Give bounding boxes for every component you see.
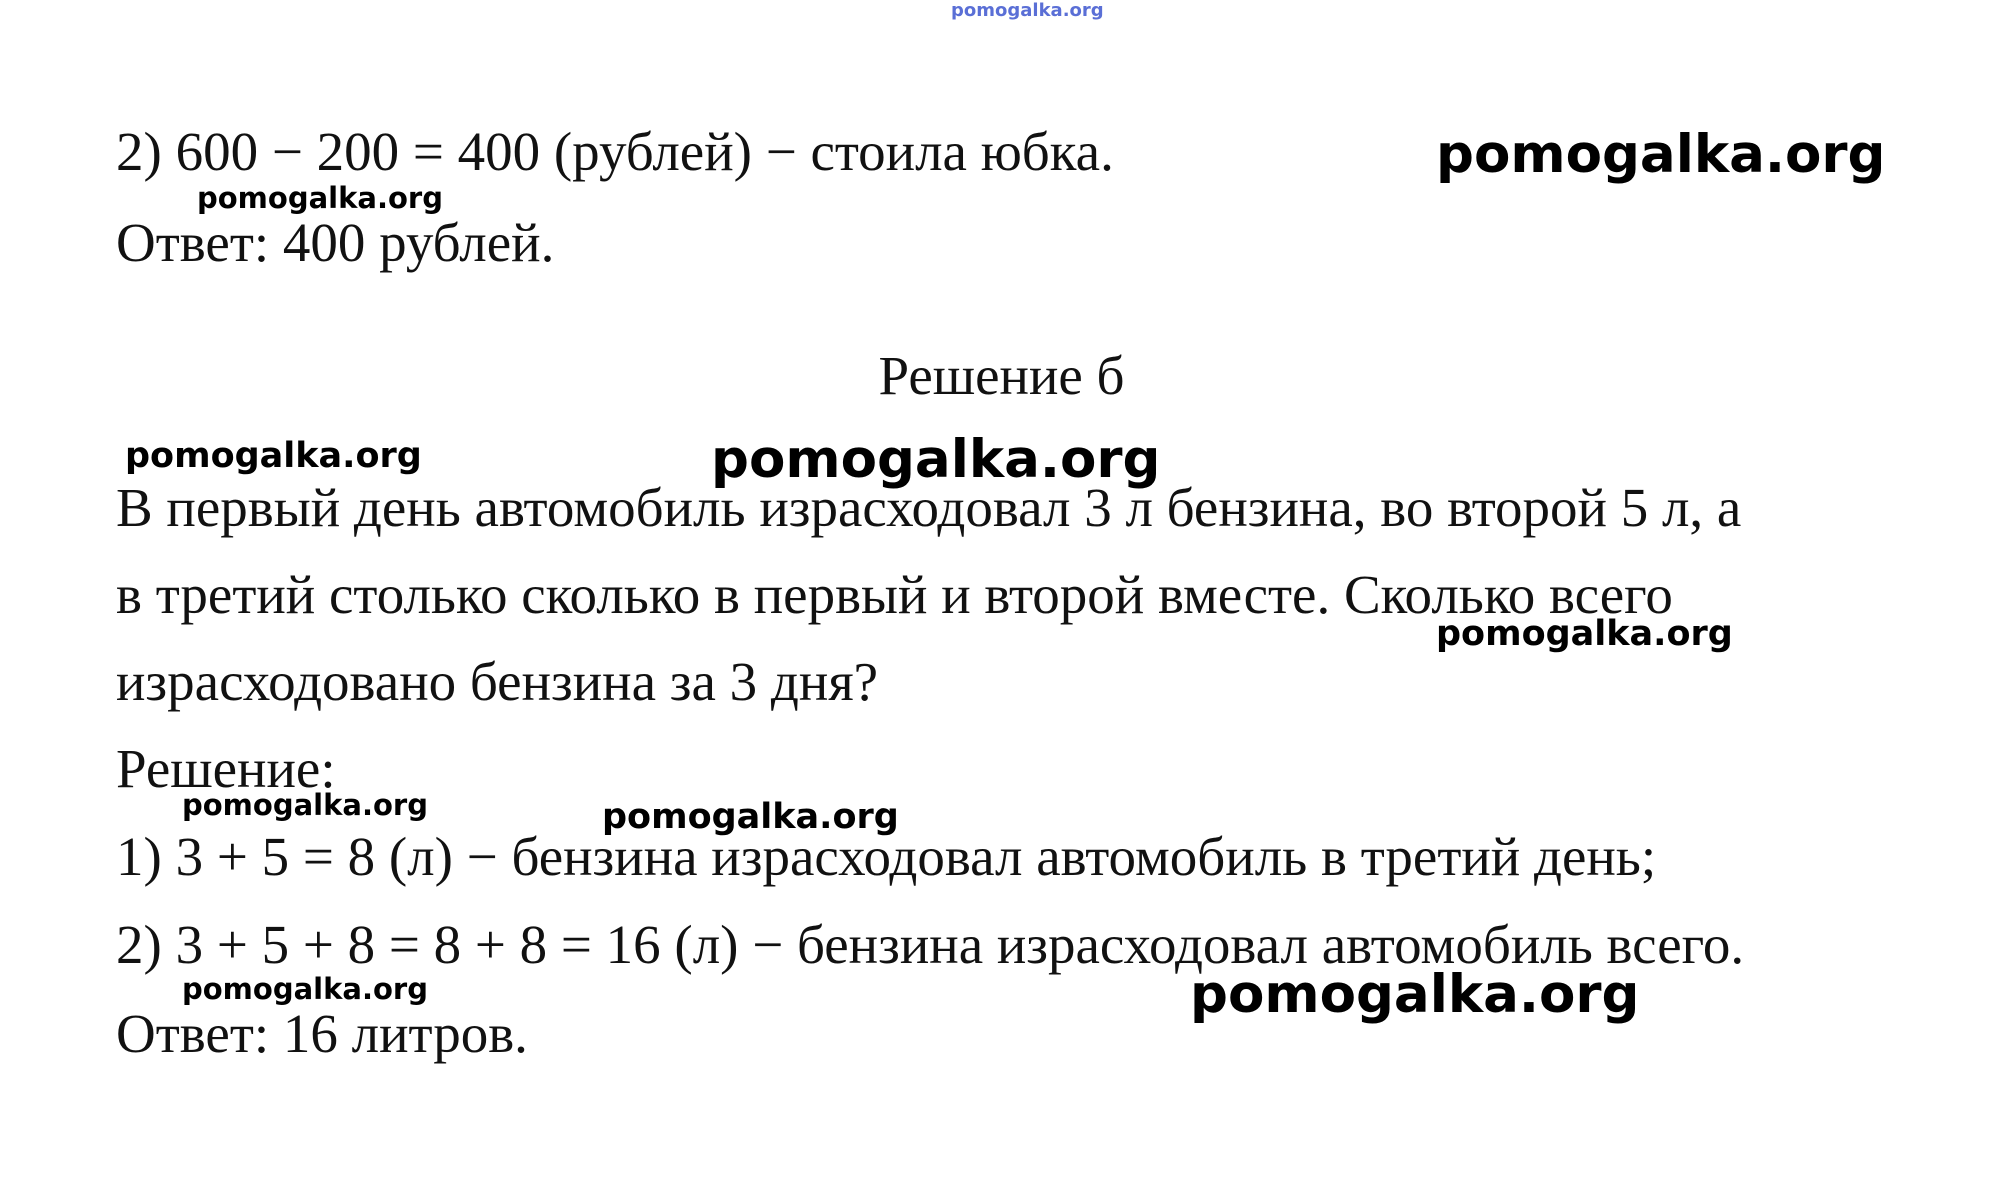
watermark: pomogalka.org xyxy=(711,429,1161,490)
watermark: pomogalka.org xyxy=(197,181,443,215)
solution-step-2: 2) 3 + 5 + 8 = 8 + 8 = 16 (л) − бензина израсходовал автомобиль всего. xyxy=(116,914,1745,975)
problem-text-line-1: В первый день автомобиль израсходовал 3 л бензина, во второй 5 л, а xyxy=(116,477,1742,538)
watermark: pomogalka.org xyxy=(1436,614,1733,654)
problem-text-line-2: в третий столько сколько в первый и второй вместе. Сколько всего xyxy=(116,564,1673,625)
top-watermark: pomogalka.org xyxy=(951,0,1104,21)
watermark: pomogalka.org xyxy=(1190,964,1640,1025)
watermark: pomogalka.org xyxy=(1436,124,1886,185)
watermark: pomogalka.org xyxy=(182,788,428,822)
problem-text-line-3: израсходовано бензина за 3 дня? xyxy=(116,651,879,712)
solution-label: Решение: xyxy=(116,738,336,799)
watermark: pomogalka.org xyxy=(602,797,899,837)
solution-step-2-line: 2) 600 − 200 = 400 (рублей) − стоила юбка. xyxy=(116,121,1114,182)
section-heading: Решение б xyxy=(878,345,1125,406)
watermark: pomogalka.org xyxy=(125,436,422,476)
solution-step-1: 1) 3 + 5 = 8 (л) − бензина израсходовал автомобиль в третий день; xyxy=(116,826,1657,887)
answer-line-2: Ответ: 16 литров. xyxy=(116,1003,528,1064)
answer-line: Ответ: 400 рублей. xyxy=(116,212,555,273)
watermark: pomogalka.org xyxy=(182,972,428,1006)
